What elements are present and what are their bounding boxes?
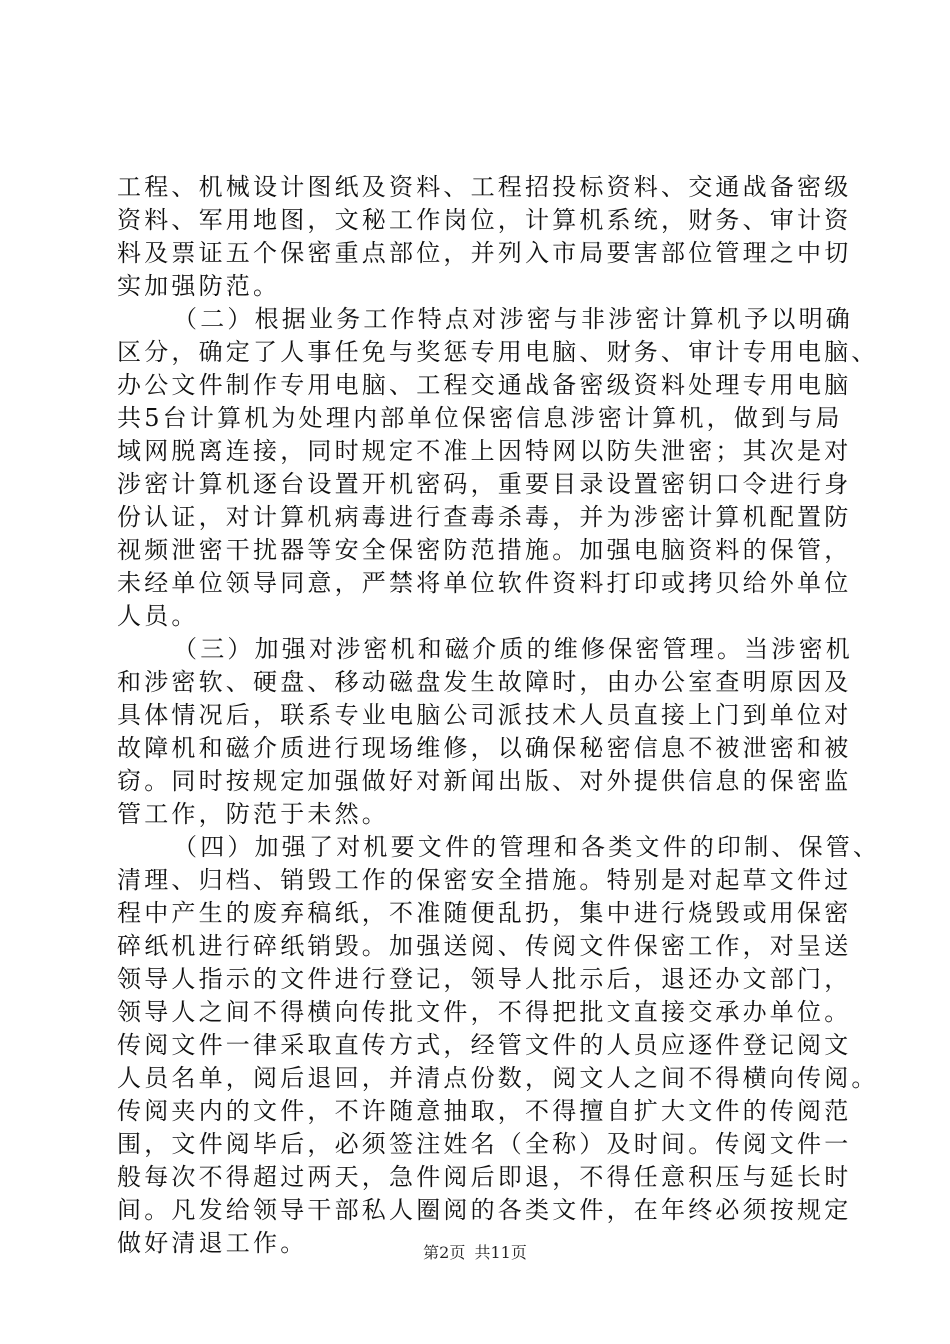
text-line: （四）加强了对机要文件的管理和各类文件的印制、保管、 xyxy=(173,833,881,861)
text-line: （二）根据业务工作特点对涉密与非涉密计算机予以明确 xyxy=(173,305,853,333)
text-line: 故障机和磁介质进行现场维修，以确保秘密信息不被泄密和被 xyxy=(117,734,852,762)
text-line: （三）加强对涉密机和磁介质的维修保密管理。当涉密机 xyxy=(173,635,853,663)
text-line: 领导人指示的文件进行登记，领导人批示后，退还办文部门， xyxy=(117,965,852,993)
text-line: 涉密计算机逐台设置开机密码，重要目录设置密钥口令进行身 xyxy=(117,470,852,498)
page-total: 共11页 xyxy=(474,1243,527,1262)
text-line: 资料、军用地图，文秘工作岗位，计算机系统，财务、审计资 xyxy=(117,206,852,234)
text-line: 视频泄密干扰器等安全保密防范措施。加强电脑资料的保管， xyxy=(117,536,852,564)
page-footer xyxy=(0,1242,950,1264)
text-line: 料及票证五个保密重点部位，并列入市局要害部位管理之中切 xyxy=(117,239,852,267)
text-line: 管工作，防范于未然。 xyxy=(117,800,389,828)
text-line: 未经单位领导同意，严禁将单位软件资料打印或拷贝给外单位 xyxy=(117,569,852,597)
text-line: 人员名单，阅后退回，并清点份数，阅文人之间不得横向传阅。 xyxy=(117,1064,879,1092)
text-line: 般每次不得超过两天，急件阅后即退，不得任意积压与延长时 xyxy=(117,1163,852,1191)
text-line: 传阅文件一律采取直传方式，经管文件的人员应逐件登记阅文 xyxy=(117,1031,852,1059)
text-line: 工程、机械设计图纸及资料、工程招投标资料、交通战备密级 xyxy=(117,173,852,201)
text-line: 清理、归档、销毁工作的保密安全措施。特别是对起草文件过 xyxy=(117,866,852,894)
document-body xyxy=(117,171,881,1260)
text-line: 窃。同时按规定加强做好对新闻出版、对外提供信息的保密监 xyxy=(117,767,852,795)
text-line: 具体情况后，联系专业电脑公司派技术人员直接上门到单位对 xyxy=(117,701,852,729)
text-line: 和涉密软、硬盘、移动磁盘发生故障时，由办公室查明原因及 xyxy=(117,668,852,696)
text-line: 围，文件阅毕后，必须签注姓名（全称）及时间。传阅文件一 xyxy=(117,1130,852,1158)
text-line: 碎纸机进行碎纸销毁。加强送阅、传阅文件保密工作，对呈送 xyxy=(117,932,852,960)
text-line: 程中产生的废弃稿纸，不准随便乱扔，集中进行烧毁或用保密 xyxy=(117,899,852,927)
text-line: 共5台计算机为处理内部单位保密信息涉密计算机，做到与局 xyxy=(117,404,843,432)
text-line: 域网脱离连接，同时规定不准上因特网以防失泄密；其次是对 xyxy=(117,437,852,465)
text-line: 传阅夹内的文件，不许随意抽取，不得擅自扩大文件的传阅范 xyxy=(117,1097,852,1125)
page-number: 第2页 xyxy=(423,1243,466,1262)
text-line: 人员。 xyxy=(117,602,199,630)
text-line: 区分，确定了人事任免与奖惩专用电脑、财务、审计专用电脑、 xyxy=(117,338,879,366)
text-line: 间。凡发给领导干部私人圈阅的各类文件，在年终必须按规定 xyxy=(117,1196,852,1224)
text-line: 领导人之间不得横向传批文件，不得把批文直接交承办单位。 xyxy=(117,998,852,1026)
text-line: 办公文件制作专用电脑、工程交通战备密级资料处理专用电脑 xyxy=(117,371,852,399)
text-line: 做好清退工作。 xyxy=(117,1229,308,1257)
text-line: 份认证，对计算机病毒进行查毒杀毒，并为涉密计算机配置防 xyxy=(117,503,852,531)
text-line: 实加强防范。 xyxy=(117,272,281,300)
